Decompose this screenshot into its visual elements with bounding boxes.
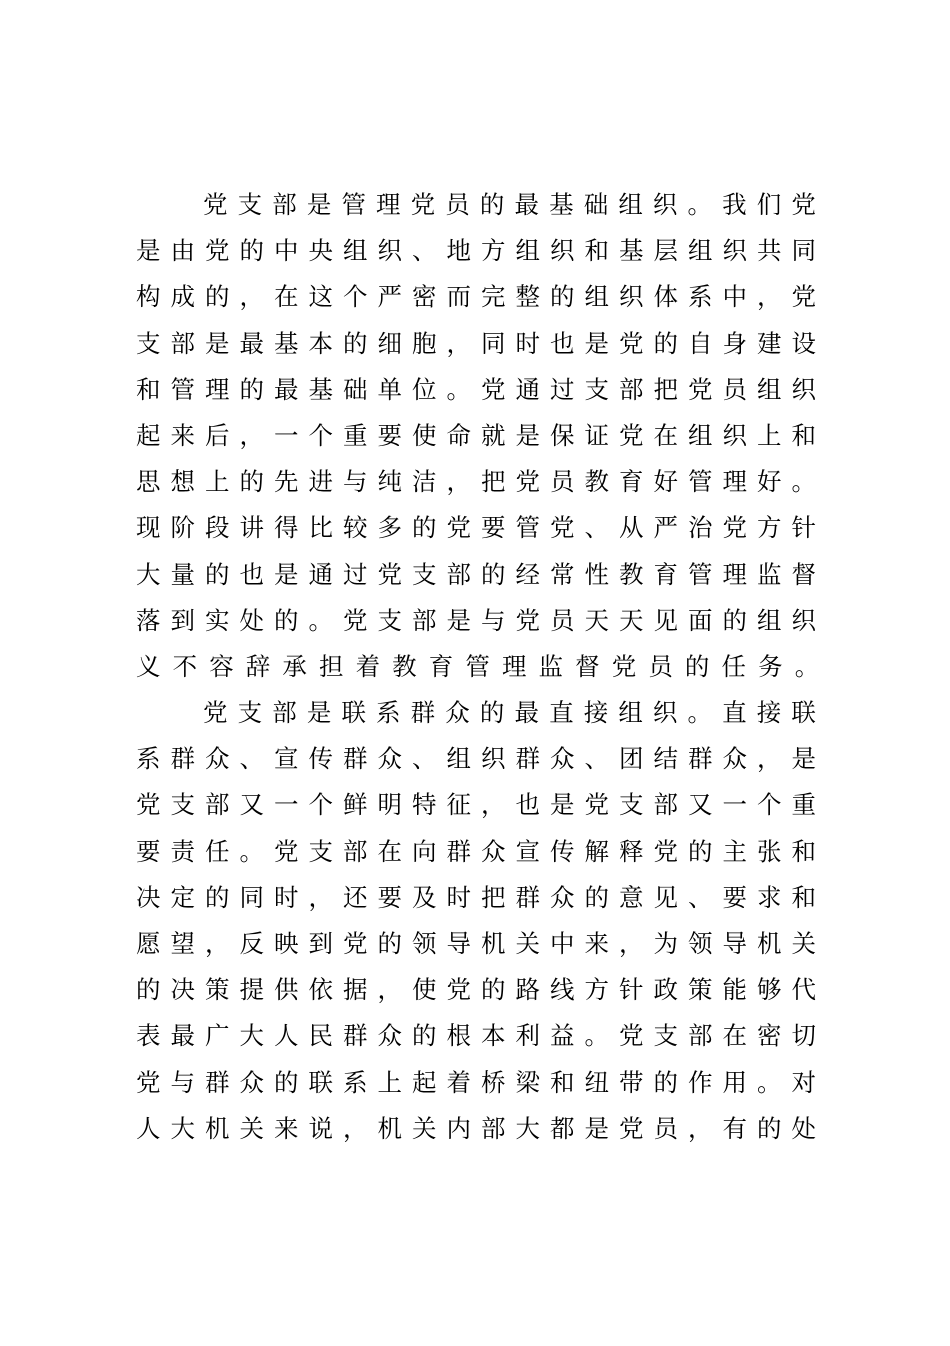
- text-line: 人 大 机 关 来 说 ， 机 关 内 部 大 都 是 党 员 ， 有 的 处: [136, 1113, 816, 1143]
- text-line: 的 决 策 提 供 依 据 ， 使 党 的 路 线 方 针 政 策 能 够 代: [136, 975, 816, 1005]
- text-line: 现 阶 段 讲 得 比 较 多 的 党 要 管 党 、 从 严 治 党 方 针: [136, 513, 816, 543]
- text-line: 表 最 广 大 人 民 群 众 的 根 本 利 益 。 党 支 部 在 密 切: [136, 1021, 816, 1051]
- text-line: 党 支 部 是 管 理 党 员 的 最 基 础 组 织 。 我 们 党: [203, 190, 816, 219]
- text-line: 和 管 理 的 最 基 础 单 位 。 党 通 过 支 部 把 党 员 组 织: [136, 374, 816, 404]
- text-line: 落 到 实 处 的 。 党 支 部 是 与 党 员 天 天 见 面 的 组 织: [136, 605, 816, 635]
- text-line: 决 定 的 同 时 ， 还 要 及 时 把 群 众 的 意 见 、 要 求 和: [136, 882, 816, 912]
- text-line: 系 群 众 、 宣 传 群 众 、 组 织 群 众 、 团 结 群 众 ， 是: [136, 744, 816, 774]
- text-line: 思 想 上 的 先 进 与 纯 洁 ， 把 党 员 教 育 好 管 理 好 。: [136, 467, 816, 497]
- text-line: 愿 望 ， 反 映 到 党 的 领 导 机 关 中 来 ， 为 领 导 机 关: [136, 929, 816, 958]
- text-line: 要 责 任 。 党 支 部 在 向 群 众 宣 传 解 释 党 的 主 张 和: [136, 836, 816, 866]
- text-line: 支 部 是 最 基 本 的 细 胞 ， 同 时 也 是 党 的 自 身 建 设: [136, 328, 816, 358]
- text-line: 党 支 部 是 联 系 群 众 的 最 直 接 组 织 。 直 接 联: [203, 698, 816, 728]
- text-line: 义 不 容 辞 承 担 着 教 育 管 理 监 督 党 员 的 任 务 。: [136, 651, 820, 681]
- text-line: 是 由 党 的 中 央 组 织 、 地 方 组 织 和 基 层 组 织 共 同: [136, 236, 816, 266]
- body-text: [136, 182, 820, 1152]
- text-line: 党 与 群 众 的 联 系 上 起 着 桥 梁 和 纽 带 的 作 用 。 对: [136, 1067, 816, 1097]
- text-line: 大 量 的 也 是 通 过 党 支 部 的 经 常 性 教 育 管 理 监 督: [136, 559, 816, 589]
- text-line: 构 成 的 ， 在 这 个 严 密 而 完 整 的 组 织 体 系 中 ， 党: [136, 282, 816, 312]
- text-line: 起 来 后 ， 一 个 重 要 使 命 就 是 保 证 党 在 组 织 上 和: [136, 420, 816, 450]
- text-line: 党 支 部 又 一 个 鲜 明 特 征 ， 也 是 党 支 部 又 一 个 重: [136, 790, 816, 820]
